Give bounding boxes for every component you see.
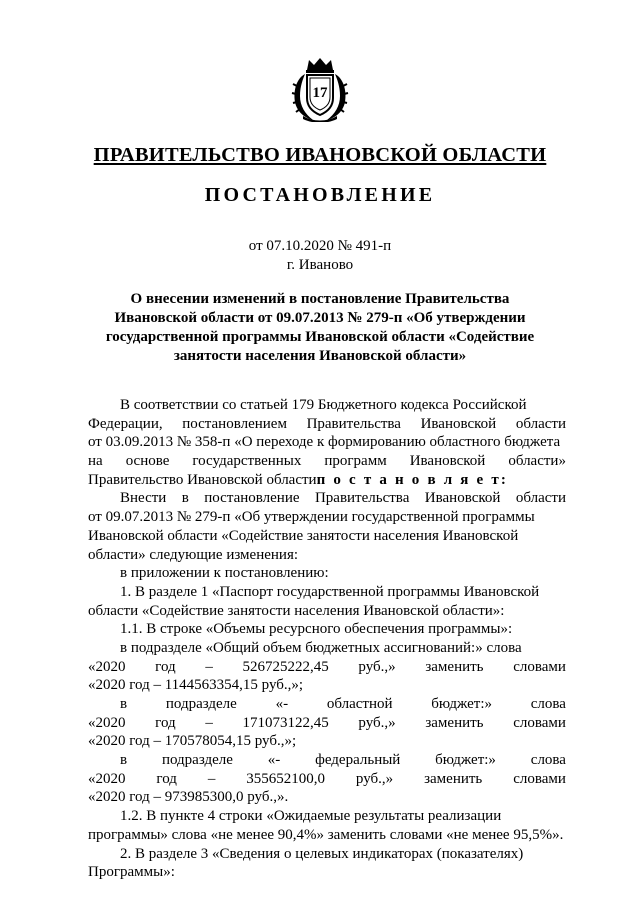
body-line bbox=[88, 863, 566, 882]
body-line bbox=[88, 415, 566, 434]
body-text: в bbox=[181, 490, 189, 507]
body-text: в подразделе «Общий объем бюджетных ассигнований:» слова bbox=[120, 639, 522, 656]
body-text: 171073122,45 bbox=[242, 714, 329, 731]
body-text: федеральный bbox=[315, 752, 401, 769]
body-line bbox=[88, 639, 566, 658]
body-text: бюджет:» bbox=[435, 752, 496, 769]
body-text: области bbox=[515, 490, 566, 507]
city: г. Иваново bbox=[286, 257, 354, 273]
body-text: от 03.09.2013 № 358-п «О переходе к формированию областного бюджета bbox=[88, 434, 561, 451]
body-text: слова bbox=[530, 752, 566, 769]
body-text: год bbox=[155, 714, 176, 731]
body-line bbox=[88, 751, 566, 770]
body-text: в bbox=[120, 752, 128, 769]
body-text: заменить bbox=[425, 658, 484, 675]
body-text: Ивановской bbox=[409, 453, 486, 470]
body-line bbox=[88, 527, 566, 546]
body-text: руб.,» bbox=[358, 714, 396, 731]
svg-text:17: 17 bbox=[312, 85, 328, 101]
body-text: Правительства bbox=[306, 415, 401, 432]
subject-line: Ивановской области от 09.07.2013 № 279-п «Об утверждении bbox=[114, 310, 526, 326]
body-text: «- bbox=[267, 752, 281, 769]
body-text: слова bbox=[530, 696, 566, 712]
body-text: «2020 bbox=[88, 658, 126, 675]
subject-line: государственной программы Ивановской области «Содействие bbox=[105, 329, 535, 345]
ivanovo-coat-of-arms-icon bbox=[291, 56, 349, 122]
body-text: 1. В разделе 1 «Паспорт государственной программы Ивановской bbox=[120, 583, 540, 600]
body-line bbox=[88, 471, 566, 490]
body-line bbox=[88, 546, 566, 565]
body-text: программ bbox=[324, 453, 387, 470]
body-text: руб.,» bbox=[358, 658, 396, 675]
body-text: год bbox=[156, 770, 177, 787]
body-text: в bbox=[120, 696, 128, 712]
body-text: : bbox=[500, 471, 506, 488]
body-text: – bbox=[207, 770, 216, 787]
document-subject bbox=[96, 290, 544, 366]
body-text: в приложении к постановлению: bbox=[120, 565, 329, 582]
body-text: словами bbox=[513, 714, 566, 731]
body-text: областной bbox=[326, 696, 393, 712]
body-line bbox=[88, 489, 566, 508]
body-text: заменить bbox=[424, 770, 483, 787]
body-text: основе bbox=[125, 453, 170, 470]
body-text: Ивановской bbox=[420, 415, 497, 432]
body-text: «2020 год – 973985300,0 руб.,». bbox=[88, 789, 289, 806]
body-line bbox=[88, 508, 566, 527]
body-line bbox=[88, 732, 566, 751]
body-text: Правительство Ивановской области bbox=[88, 471, 317, 488]
body-text: В соответствии со статьей 179 Бюджетного кодекса Российской bbox=[120, 397, 527, 413]
body-text: Программы»: bbox=[88, 864, 175, 881]
body-line bbox=[88, 583, 566, 602]
body-text: «2020 год – 1144563354,15 руб.,»; bbox=[88, 677, 304, 694]
body-line bbox=[88, 845, 566, 864]
body-text: области» bbox=[508, 453, 566, 470]
document-type: ПОСТАНОВЛЕНИЕ bbox=[204, 184, 436, 206]
body-text: 355652100,0 bbox=[246, 770, 325, 787]
body-line bbox=[88, 714, 566, 733]
body-text: программы» слова «не менее 90,4%» заменить словами «не менее 95,5%». bbox=[88, 826, 564, 843]
government-title: ПРАВИТЕЛЬСТВО ИВАНОВСКОЙ ОБЛАСТИ bbox=[93, 144, 547, 166]
body-text: бюджет:» bbox=[431, 696, 493, 712]
body-text: 1.2. В пункте 4 строки «Ожидаемые результаты реализации bbox=[120, 808, 502, 825]
body-text: подразделе bbox=[161, 752, 233, 769]
body-text: словами bbox=[513, 770, 566, 787]
body-line bbox=[88, 396, 566, 415]
body-text: на bbox=[88, 453, 103, 470]
body-text: от 09.07.2013 № 279-п «Об утверждении государственной программы bbox=[88, 509, 535, 526]
body-text: п о с т а н о в л я е т bbox=[316, 471, 501, 488]
body-text: области» следующие изменения: bbox=[88, 546, 299, 563]
body-line bbox=[88, 788, 566, 807]
body-text: Федерации, bbox=[88, 415, 163, 432]
body-line bbox=[88, 602, 566, 621]
body-text: «2020 bbox=[88, 770, 126, 787]
body-line bbox=[88, 807, 566, 826]
body-text: «2020 bbox=[88, 714, 126, 731]
subject-line: О внесении изменений в постановление Правительства bbox=[130, 291, 510, 307]
document-body bbox=[88, 396, 566, 882]
body-line bbox=[88, 676, 566, 695]
body-line bbox=[88, 452, 566, 471]
body-line bbox=[88, 658, 566, 677]
body-text: области bbox=[515, 415, 566, 432]
body-text: 526725222,45 bbox=[242, 658, 329, 675]
body-text: «2020 год – 170578054,15 руб.,»; bbox=[88, 733, 297, 750]
body-text: постановление bbox=[204, 490, 300, 507]
body-line bbox=[88, 620, 566, 639]
body-text: – bbox=[205, 714, 213, 731]
body-line bbox=[88, 770, 566, 789]
body-text: Внести bbox=[120, 490, 167, 507]
subject-line: занятости населения Ивановской области» bbox=[173, 348, 467, 364]
body-text: 1.1. В строке «Объемы ресурсного обеспечения программы»: bbox=[120, 621, 513, 638]
body-text: государственных bbox=[192, 453, 302, 470]
body-line bbox=[88, 433, 566, 452]
body-text: словами bbox=[513, 658, 566, 675]
body-line bbox=[88, 695, 566, 714]
body-text: Ивановской области «Содействие занятости населения Ивановской bbox=[88, 527, 519, 544]
date-number: от 07.10.2020 № 491-п bbox=[248, 238, 392, 254]
body-text: подразделе bbox=[165, 696, 237, 712]
body-text: постановлением bbox=[182, 415, 287, 432]
body-line bbox=[88, 564, 566, 583]
body-text: – bbox=[205, 658, 213, 675]
body-text: 2. В разделе 3 «Сведения о целевых индикаторах (показателях) bbox=[120, 845, 524, 862]
body-text: год bbox=[155, 658, 176, 675]
body-text: Ивановской bbox=[424, 490, 501, 507]
body-text: «- bbox=[275, 696, 289, 712]
body-line bbox=[88, 826, 566, 845]
body-text: области «Содействие занятости населения Ивановской области»: bbox=[88, 602, 505, 619]
body-text: руб.,» bbox=[355, 770, 394, 787]
body-text: Правительства bbox=[314, 490, 410, 507]
body-text: заменить bbox=[425, 714, 484, 731]
